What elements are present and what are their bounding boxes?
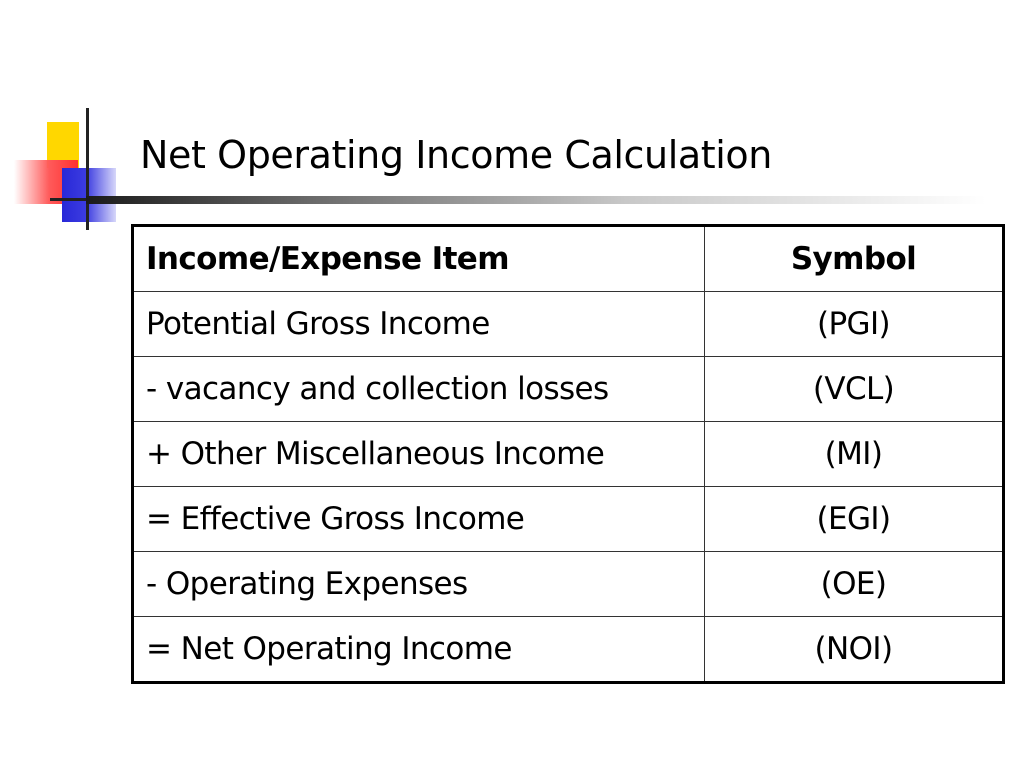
table-row: [133, 292, 1004, 357]
row-symbol: (NOI): [705, 617, 1004, 683]
table-row: [133, 617, 1004, 683]
row-symbol: (VCL): [705, 357, 1004, 422]
title-divider: [86, 196, 986, 204]
decorative-squares-logo: [0, 100, 140, 240]
row-item: Potential Gross Income: [133, 292, 705, 357]
noi-table: [131, 224, 1005, 684]
row-symbol: (EGI): [705, 487, 1004, 552]
table-row: [133, 357, 1004, 422]
row-symbol: (PGI): [705, 292, 1004, 357]
table-row: [133, 487, 1004, 552]
row-item: - Operating Expenses: [133, 552, 705, 617]
row-item: = Net Operating Income: [133, 617, 705, 683]
row-item: + Other Miscellaneous Income: [133, 422, 705, 487]
table-row: [133, 552, 1004, 617]
row-symbol: (MI): [705, 422, 1004, 487]
row-item: - vacancy and collection losses: [133, 357, 705, 422]
row-symbol: (OE): [705, 552, 1004, 617]
header-item: Income/Expense Item: [133, 226, 705, 292]
row-item: = Effective Gross Income: [133, 487, 705, 552]
table-header-row: [133, 226, 1004, 292]
vertical-line: [86, 108, 89, 230]
header-symbol: Symbol: [705, 226, 1004, 292]
blue-square: [62, 168, 116, 222]
table-row: [133, 422, 1004, 487]
slide-title: Net Operating Income Calculation: [140, 133, 772, 177]
